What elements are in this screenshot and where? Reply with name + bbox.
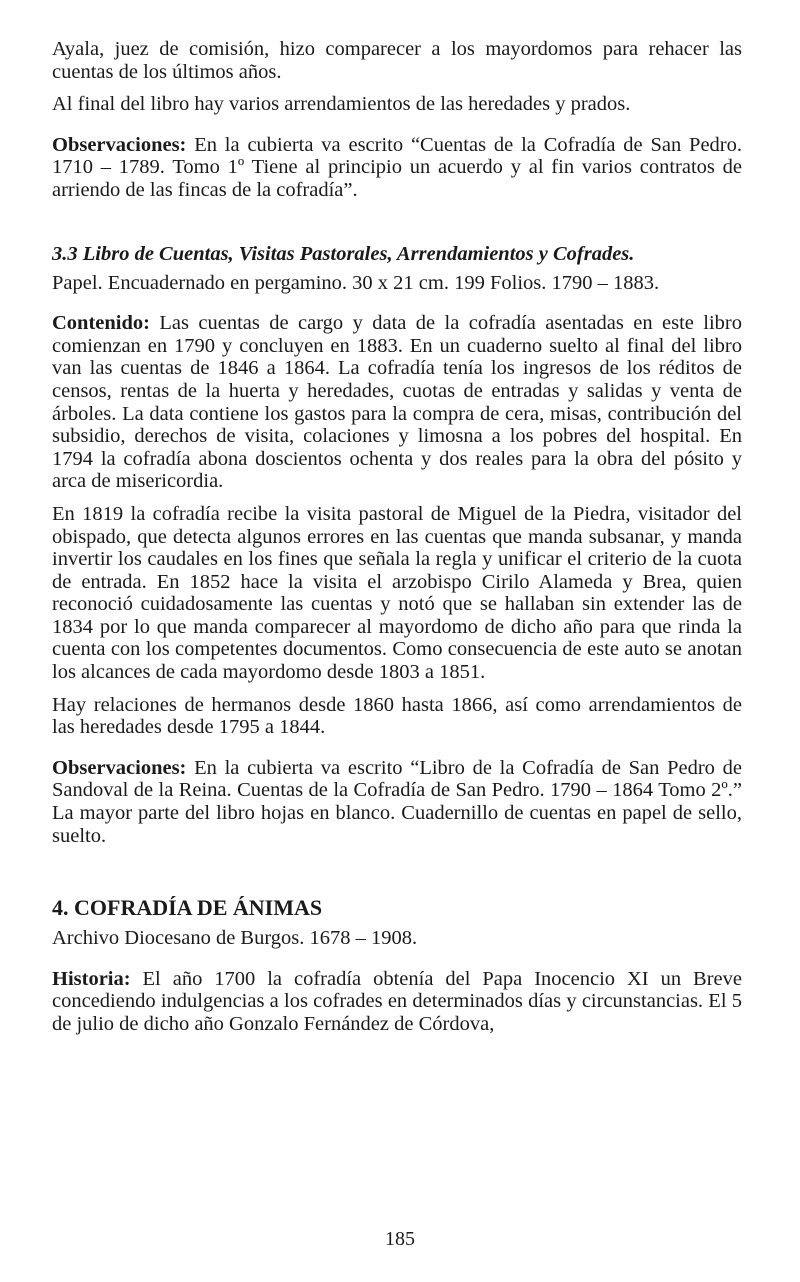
historia-text: El año 1700 la cofradía obtenía del Papa Inocencio XI un Breve concediendo indulgencias a los cofrades en determinados días y circunstancias. El 5 de julio de dicho año Gonzalo Fernández de Córdova, (52, 967, 742, 1035)
visita-paragraph: En 1819 la cofradía recibe la visita pastoral de Miguel de la Piedra, visitador del obispado, que detecta algunos errores en las cuentas que manda subsanar, y manda invertir los caudales en los fines que señala la regla y unificar el criterio de la cuota de entrada. En 1852 hace la visita el arzobispo Cirilo Alameda y Brea, quien reconoció cuidadosamente las cuentas y notó que se hallaban sin extender las de 1834 por lo que manda comparecer al mayordomo de dicho año para que rinda la cuenta con los competentes documentos. Como consecuencia de este auto se anotan los alcances de cada mayordomo desde 1803 a 1851. (52, 502, 742, 684)
observaciones-label: Observaciones: (52, 756, 187, 779)
intro-paragraph-2: Al final del libro hay varios arrendamientos de las heredades y prados. (52, 93, 631, 116)
contenido-label: Contenido: (52, 312, 150, 335)
contenido-paragraph (52, 312, 742, 493)
observaciones-label: Observaciones: (52, 133, 187, 156)
contenido-text: Las cuentas de cargo y data de la cofradía asentadas en este libro comienzan en 1790 y concluyen en 1883. En un cuaderno suelto al final del libro van las cuentas de 1846 a 1864. La cofradía tenía los ingresos de los réditos de censos, rentas de la huerta y heredades, cuotas de entradas y salidas y venta de árboles. La data contiene los gastos para la compra de cera, misas, contribución del subsidio, derechos de visita, colaciones y limosna a los pobres del hospital. En 1794 la cofradía abona doscientos ochenta y dos reales para la obra del pósito y arca de misericordia. (52, 312, 742, 493)
intro-observaciones (52, 134, 742, 202)
relaciones-paragraph: Hay relaciones de hermanos desde 1860 hasta 1866, así como arrendamientos de las heredades desde 1795 a 1844. (52, 693, 742, 739)
section-4-heading: 4. COFRADÍA DE ÁNIMAS (52, 895, 323, 921)
intro-paragraph-1: Ayala, juez de comisión, hizo comparecer a los mayordomos para rehacer las cuentas de los últimos años. (52, 38, 742, 83)
section-4-archive: Archivo Diocesano de Burgos. 1678 – 1908. (52, 927, 418, 950)
observaciones-text: En la cubierta va escrito “Cuentas de la Cofradía de San Pedro. 1710 – 1789. Tomo 1º Tiene al principio un acuerdo y al fin varios contratos de arriendo de las fincas de la cofradía”. (52, 133, 742, 201)
section-3-3-heading: 3.3 Libro de Cuentas, Visitas Pastorales, Arrendamientos y Cofrades. (52, 242, 635, 265)
observaciones-text: En la cubierta va escrito “Libro de la Cofradía de San Pedro de Sandoval de la Reina. Cuentas de la Cofradía de San Pedro. 1790 – 1864 Tomo 2º.” La mayor parte del libro hojas en blanco. Cuadernillo de cuentas en papel de sello, suelto. (52, 756, 742, 847)
section-3-3-observaciones (52, 757, 742, 847)
historia-label: Historia: (52, 967, 131, 990)
page-number: 185 (385, 1228, 415, 1250)
historia-paragraph (52, 968, 742, 1036)
section-3-3-description: Papel. Encuadernado en pergamino. 30 x 21 cm. 199 Folios. 1790 – 1883. (52, 271, 660, 294)
